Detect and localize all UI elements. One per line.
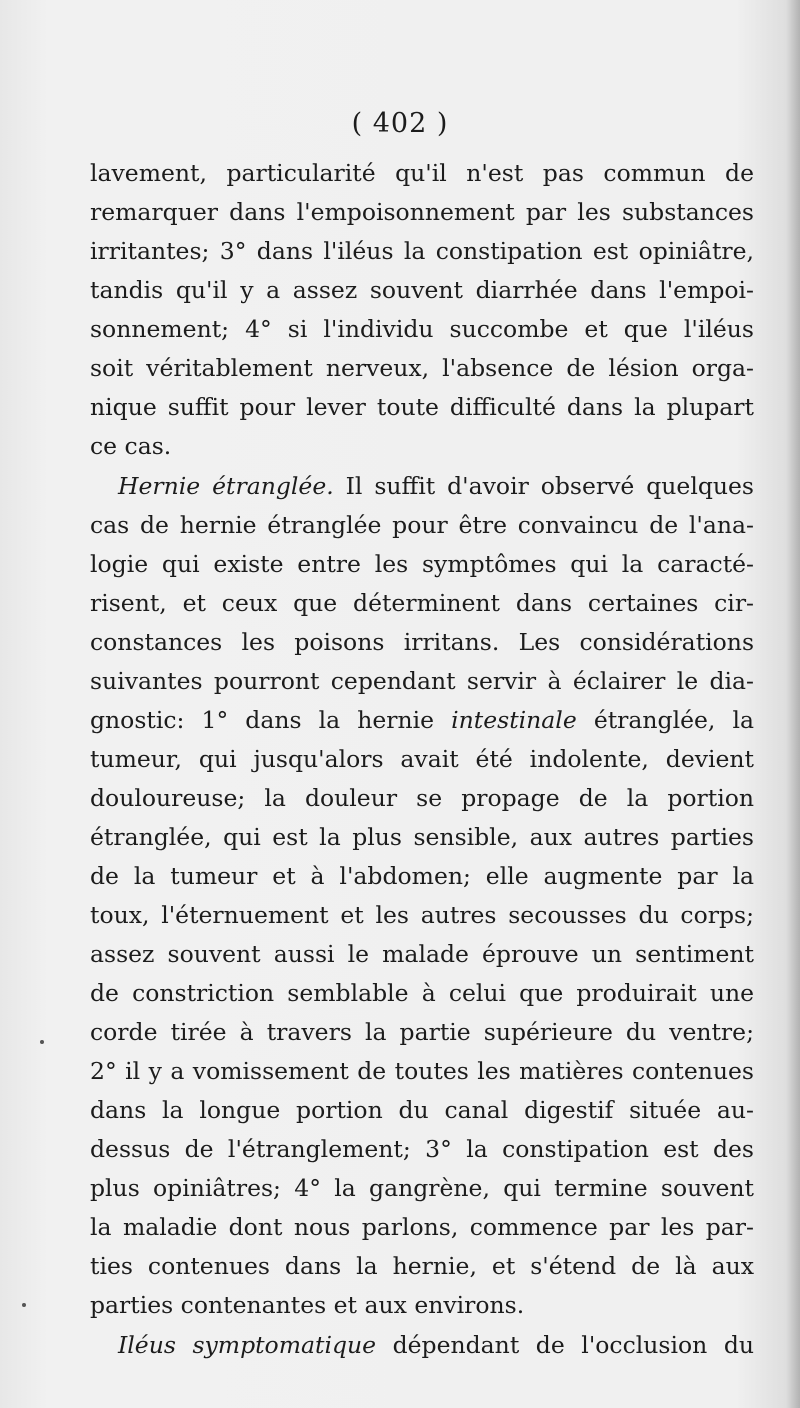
- text-line: logie qui existe entre les symptômes qui la caracté-: [90, 550, 754, 578]
- page-number: ( 402 ): [351, 108, 449, 139]
- text-line: toux, l'éternuement et les autres secousses du corps;: [90, 901, 754, 929]
- text-line: cas de hernie étranglée pour être convaincu de l'ana-: [90, 511, 754, 539]
- scan-speck: [40, 1040, 44, 1044]
- text-line: assez souvent aussi le malade éprouve un sentiment: [90, 940, 754, 968]
- text-line: parties contenantes et aux environs.: [90, 1291, 525, 1319]
- text-line: soit véritablement nerveux, l'absence de lésion orga-: [90, 354, 754, 382]
- text-line: de la tumeur et à l'abdomen; elle augmente par la: [90, 862, 754, 890]
- text-line-with-italic: [90, 701, 754, 739]
- text-line: irritantes; 3° dans l'iléus la constipation est opiniâtre,: [90, 237, 754, 265]
- text-line: sonnement; 4° si l'individu succombe et que l'iléus: [90, 315, 754, 343]
- section-heading: Hernie étranglée.: [118, 472, 334, 500]
- text-line: étranglée, qui est la plus sensible, aux autres parties: [90, 823, 754, 851]
- text-line: ties contenues dans la hernie, et s'étend de là aux: [90, 1252, 754, 1280]
- section-heading: Iléus symptomatique: [118, 1331, 377, 1359]
- text-line: corde tirée à travers la partie supérieure du ventre;: [90, 1018, 754, 1046]
- text-line: remarquer dans l'empoisonnement par les substances: [90, 198, 754, 226]
- page-edge-shadow: [786, 0, 800, 1408]
- text-line: tandis qu'il y a assez souvent diarrhée dans l'empoi-: [90, 276, 754, 304]
- text-line: douloureuse; la douleur se propage de la portion: [90, 784, 754, 812]
- text-run: gnostic: 1° dans la hernie: [90, 706, 452, 734]
- text-line: dessus de l'étranglement; 3° la constipation est des: [90, 1135, 754, 1163]
- paragraph-first-line: [90, 467, 754, 505]
- text-line: risent, et ceux que déterminent dans certaines cir-: [90, 589, 754, 617]
- text-line: tumeur, qui jusqu'alors avait été indolente, devient: [90, 745, 754, 773]
- text-line: nique suffit pour lever toute difficulté dans la plupart: [90, 393, 754, 421]
- text-line: suivantes pourront cependant servir à éclairer le dia-: [90, 667, 754, 695]
- text-line: lavement, particularité qu'il n'est pas commun de: [90, 159, 754, 187]
- paragraph-first-line: [90, 1326, 754, 1364]
- text-line: 2° il y a vomissement de toutes les matières contenues: [90, 1057, 754, 1085]
- text-line: ce cas.: [90, 432, 172, 460]
- text-line: la maladie dont nous parlons, commence par les par-: [90, 1213, 754, 1241]
- text-run: étranglée, la: [576, 706, 754, 734]
- scan-speck: [22, 1303, 26, 1307]
- text-run: Il suffit d'avoir observé quelques: [333, 472, 754, 500]
- text-line: dans la longue portion du canal digestif située au-: [90, 1096, 754, 1124]
- text-run: dépendant de l'occlusion du: [376, 1331, 754, 1359]
- text-line: de constriction semblable à celui que produirait une: [90, 979, 754, 1007]
- text-line: constances les poisons irritans. Les considérations: [90, 628, 754, 656]
- text-line: plus opiniâtres; 4° la gangrène, qui termine souvent: [90, 1174, 754, 1202]
- italic-term: intestinale: [451, 706, 577, 734]
